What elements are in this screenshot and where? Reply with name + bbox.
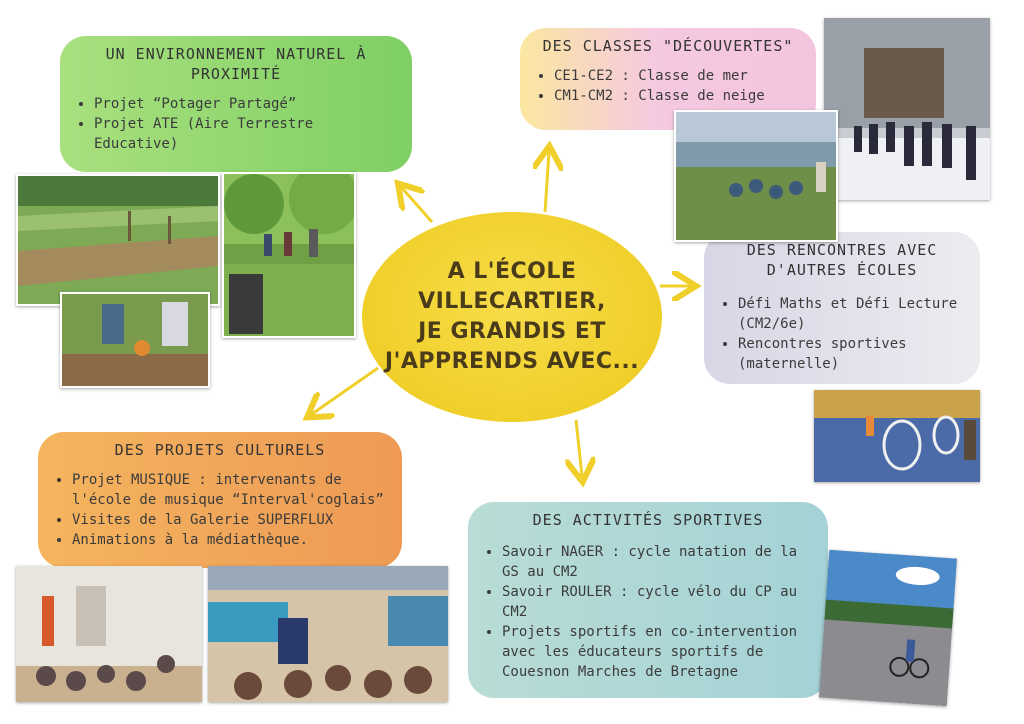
list-item: • Savoir ROULER : cycle vélo du CP au CM2 (502, 582, 812, 622)
list-item: • Rencontres sportives (maternelle) (738, 334, 964, 374)
forest-walk-photo (222, 172, 356, 338)
library-reading-photo (208, 566, 448, 702)
arrow-to-sport (576, 420, 582, 476)
music-class-photo (16, 566, 202, 702)
list-item: • Projets sportifs en co-intervention avec les éducateurs sportifs de Couesnon Marches de Bretagne (502, 622, 812, 682)
bike-course-photo (819, 550, 957, 707)
rencontres-title: DES RENCONTRES AVEC D'AUTRES ÉCOLES (746, 241, 938, 279)
gardening-photo (60, 292, 210, 388)
nature-box (60, 36, 412, 172)
classes-list (536, 66, 800, 106)
rencontres-box (704, 232, 980, 384)
nature-title: UN ENVIRONNEMENT NATUREL À PROXIMITÉ (105, 45, 367, 83)
sport-title: DES ACTIVITÉS SPORTIVES (532, 511, 764, 529)
list-item: • Animations à la médiathèque. (72, 530, 386, 550)
arrow-to-classes (545, 152, 549, 212)
sport-box (468, 502, 828, 698)
list-item: • Visites de la Galerie SUPERFLUX (72, 510, 386, 530)
snow-group-photo (824, 18, 990, 200)
culture-list (54, 470, 386, 550)
list-item: • Projet “Potager Partagé” (94, 94, 396, 114)
classes-title: DES CLASSES "DÉCOUVERTES" (542, 37, 794, 55)
center-bubble (362, 212, 662, 422)
gym-hoops-photo (814, 390, 980, 482)
list-item: • Projet ATE (Aire Terrestre Educative) (94, 114, 396, 154)
garden-photo (16, 174, 220, 306)
list-item: • Projet MUSIQUE : intervenants de l'école de musique “Interval'coglais” (72, 470, 386, 510)
sport-list (484, 542, 812, 682)
arrow-to-nature (402, 188, 432, 222)
list-item: • CE1-CE2 : Classe de mer (554, 66, 800, 86)
rencontres-list (720, 294, 964, 374)
list-item: • Défi Maths et Défi Lecture (CM2/6e) (738, 294, 964, 334)
center-title: A L'ÉCOLE VILLECARTIER, JE GRANDIS ET J'APPRENDS AVEC... (384, 259, 640, 374)
list-item: • CM1-CM2 : Classe de neige (554, 86, 800, 106)
list-item: • Savoir NAGER : cycle natation de la GS au CM2 (502, 542, 812, 582)
culture-box (38, 432, 402, 568)
nature-list (76, 94, 396, 154)
beach-class-photo (674, 110, 838, 242)
culture-title: DES PROJETS CULTURELS (114, 441, 326, 459)
